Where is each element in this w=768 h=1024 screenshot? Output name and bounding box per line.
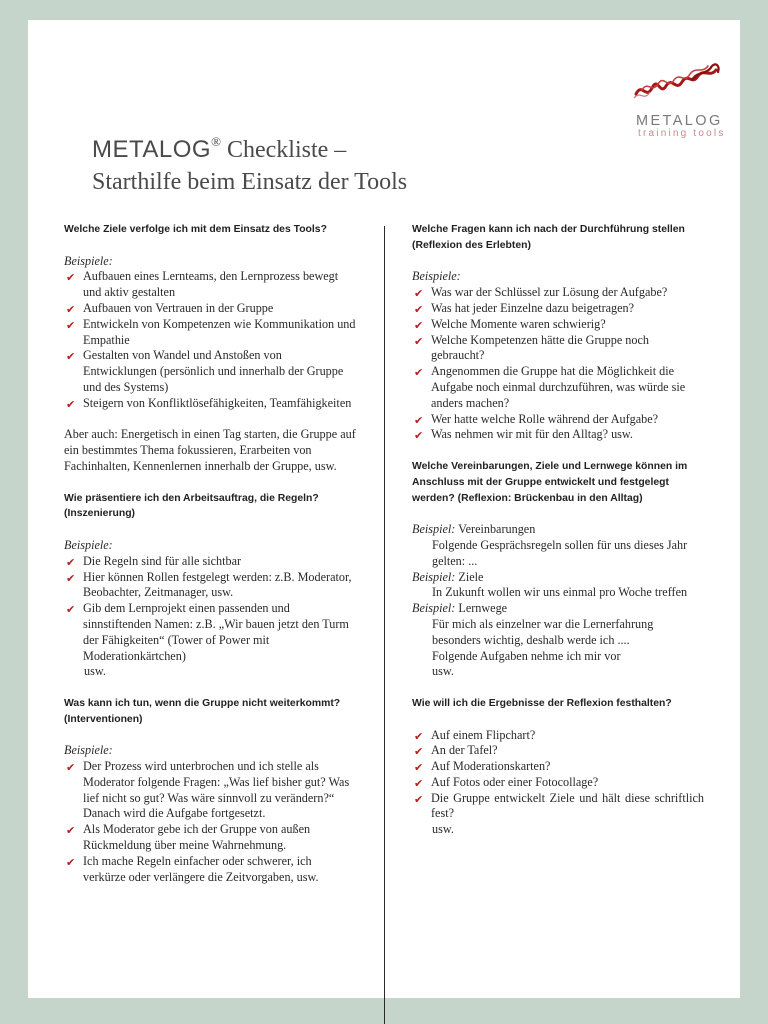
check-icon: ✔ (66, 855, 76, 869)
check-icon: ✔ (414, 429, 424, 443)
check-icon: ✔ (66, 302, 76, 316)
list-item: ✔ Entwickeln von Kompetenzen wie Kommunikation und Empathie (66, 316, 356, 347)
list-item: ✔ Gib dem Lernprojekt einen passenden und sinnstiftenden Namen: z.B. „Wir bauen jetzt den Turm der Fähigkeiten“ (Tower of Power mit Moderationkärtchen) (66, 601, 349, 663)
metalog-logo (632, 60, 740, 140)
example-agreements-text: Folgende Gesprächsregeln sollen für uns dieses Jahr gelten: ... (432, 537, 688, 568)
list-item: ✔ Hier können Rollen festgelegt werden: z.B. Moderator, Beobachter, Zeitmanager, usw. (66, 569, 352, 600)
title-reg: ® (211, 134, 221, 149)
interventions-list (64, 759, 356, 885)
check-icon: ✔ (414, 318, 424, 332)
list-item: ✔ Die Gruppe entwickelt Ziele und hält diese schriftlich fest? (414, 790, 704, 821)
goals-list (64, 269, 356, 411)
list-item: ✔ Der Prozess wird unterbrochen und ich stelle als Moderator folgende Fragen: „Was lief bisher gut? Was lief nicht so gut? Was wäre sinnvoll zu verändern?“ Danach wird die Aufgabe fortgesetzt. (66, 759, 350, 821)
page-title (92, 128, 407, 198)
example-goals: Beispiel: Ziele (412, 569, 484, 584)
check-icon: ✔ (66, 397, 76, 411)
check-icon: ✔ (66, 555, 76, 569)
list-item: ✔ Auf einem Flipchart? (414, 727, 536, 743)
list-item: ✔ Als Moderator gebe ich der Gruppe von außen Rückmeldung über meine Wahrnehmung. (66, 822, 311, 853)
list-item: ✔ Was hat jeder Einzelne dazu beigetragen? (414, 300, 635, 316)
example-goals-text: In Zukunft wollen wir uns einmal pro Woche treffen (432, 585, 688, 600)
reflection-list (412, 285, 704, 443)
list-item: ✔ Auf Moderationskarten? (414, 759, 551, 775)
documentation-tail: usw. (432, 822, 454, 837)
documentation-list (412, 728, 704, 823)
title-line-1 (92, 128, 407, 166)
check-icon: ✔ (414, 413, 424, 427)
list-item: ✔ Die Regeln sind für alle sichtbar (66, 553, 242, 569)
example-learning-text: Für mich als einzelner war die Lernerfahrung besonders wichtig, deshalb werde ich .... (432, 616, 654, 647)
example-learning-text: usw. (432, 664, 454, 679)
list-item: ✔ An der Tafel? (414, 743, 498, 759)
check-icon: ✔ (66, 761, 76, 775)
list-item: ✔ Auf Fotos oder einer Fotocollage? (414, 774, 599, 790)
check-icon: ✔ (414, 287, 424, 301)
column-divider (384, 226, 385, 1024)
list-item: ✔ Was nehmen wir mit für den Alltag? usw. (414, 427, 633, 443)
check-icon: ✔ (414, 334, 424, 348)
check-icon: ✔ (414, 745, 424, 759)
example-learning: Beispiel: Lernwege (412, 601, 508, 616)
list-item: ✔ Welche Kompetenzen hätte die Gruppe noch gebraucht? (414, 332, 649, 363)
title-brand: METALOG (92, 136, 212, 163)
example-agreements: Beispiel: Vereinbarungen (412, 522, 536, 537)
list-item: ✔ Welche Momente waren schwierig? (414, 316, 606, 332)
title-line-2: Starthilfe beim Einsatz der Tools (92, 169, 408, 195)
list-item: ✔ Gestalten von Wandel und Anstoßen von Entwicklungen (persönlich und innerhalb der Gruppe und des Systems) (66, 348, 344, 394)
check-icon: ✔ (414, 792, 424, 806)
left-column (64, 222, 356, 885)
question-interventions: Was kann ich tun, wenn die Gruppe nicht weiterkommt? (Interventionen) (64, 697, 341, 725)
example-learning-text: Folgende Aufgaben nehme ich mir vor (432, 648, 621, 663)
question-presentation: Wie präsentiere ich den Arbeitsauftrag, die Regeln? (Inszenierung) (64, 492, 319, 520)
list-item: ✔ Aufbauen eines Lernteams, den Lernprozess bewegt und aktiv gestalten (66, 269, 339, 300)
check-icon: ✔ (66, 271, 76, 285)
list-item: ✔ Ich mache Regeln einfacher oder schwerer, ich verkürze oder verlängere die Zeitvorgaben, usw. (66, 853, 319, 884)
check-icon: ✔ (66, 350, 76, 364)
check-icon: ✔ (66, 603, 76, 617)
presentation-list (64, 554, 356, 665)
question-agreements: Welche Vereinbarungen, Ziele und Lernwege können im Anschluss mit der Gruppe entwickelt und festgelegt werden? (Reflexion: Brückenbau in den Alltag) (412, 460, 688, 504)
list-item: ✔ Angenommen die Gruppe hat die Möglichkeit die Aufgabe noch einmal durchzuführen, was würde sie anders machen? (414, 364, 686, 410)
check-icon: ✔ (66, 824, 76, 838)
list-item: ✔ Wer hatte welche Rolle während der Aufgabe? (414, 411, 659, 427)
check-icon: ✔ (414, 729, 424, 743)
list-item: ✔ Steigern von Konfliktlösefähigkeiten, Teamfähigkeiten (66, 395, 352, 411)
right-column (412, 222, 704, 838)
check-icon: ✔ (414, 761, 424, 775)
title-rest: Checkliste – (220, 137, 347, 163)
logo-swirl-icon (632, 60, 740, 110)
examples-label: Beispiele: (64, 537, 113, 552)
check-icon: ✔ (414, 366, 424, 380)
question-documentation: Wie will ich die Ergebnisse der Reflexion festhalten? (412, 697, 672, 709)
goals-note: Aber auch: Energetisch in einen Tag starten, die Gruppe auf ein bestimmtes Thema fokussieren, Erarbeiten von Fachinhalten, Kennenlernen innerhalb der Gruppe, usw. (64, 427, 356, 473)
examples-label: Beispiele: (64, 253, 113, 268)
list-item: ✔ Aufbauen von Vertrauen in der Gruppe (66, 300, 274, 316)
examples-label: Beispiele: (64, 743, 113, 758)
list-item: ✔ Was war der Schlüssel zur Lösung der Aufgabe? (414, 285, 668, 301)
logo-tagline: training tools (638, 128, 726, 139)
check-icon: ✔ (414, 776, 424, 790)
check-icon: ✔ (414, 302, 424, 316)
logo-wordmark: METALOG (636, 113, 723, 129)
presentation-tail: usw. (84, 664, 106, 679)
question-goals: Welche Ziele verfolge ich mit dem Einsatz des Tools? (64, 224, 327, 235)
examples-label: Beispiele: (412, 269, 461, 284)
check-icon: ✔ (66, 571, 76, 585)
check-icon: ✔ (66, 318, 76, 332)
question-reflection: Welche Fragen kann ich nach der Durchführung stellen (Reflexion des Erlebten) (412, 224, 685, 251)
